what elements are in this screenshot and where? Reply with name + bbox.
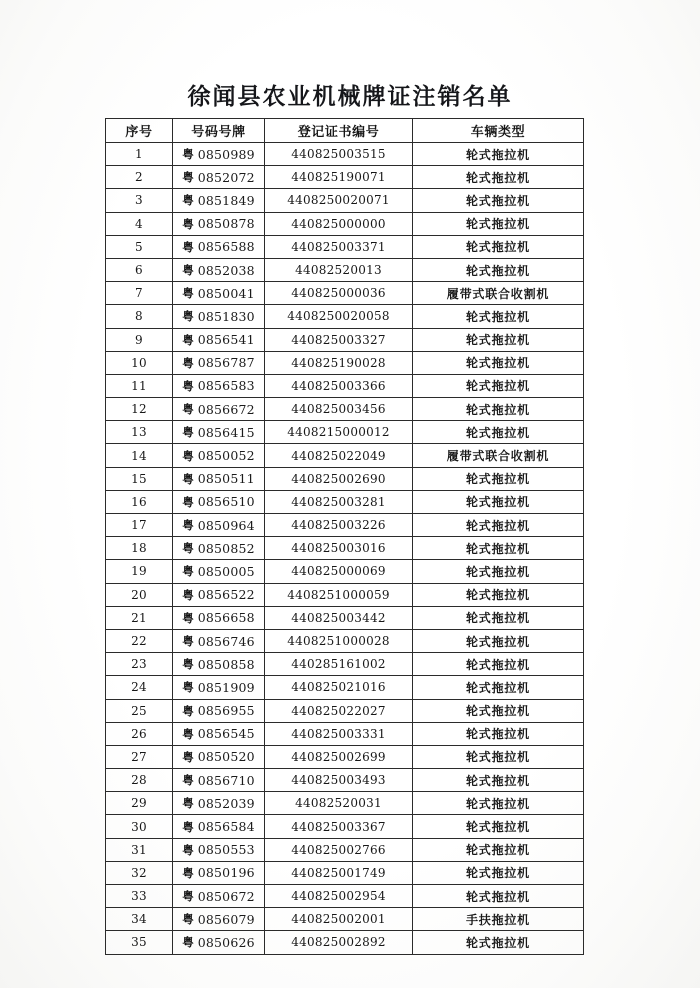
plate-number: 0856787 — [197, 355, 255, 371]
cell-index: 21 — [106, 606, 173, 629]
cell-plate — [173, 792, 265, 815]
cell-vehicle-type: 轮式拖拉机 — [413, 305, 584, 328]
cell-plate — [173, 606, 265, 629]
cell-plate — [173, 653, 265, 676]
plate-content — [173, 885, 264, 907]
cell-vehicle-type: 轮式拖拉机 — [413, 792, 584, 815]
table-header — [106, 119, 584, 143]
plate-province-prefix: 粤 — [182, 773, 194, 788]
plate-content — [173, 700, 264, 722]
cell-plate — [173, 490, 265, 513]
cell-vehicle-type: 轮式拖拉机 — [413, 328, 584, 351]
cell-certificate: 440825003442 — [265, 606, 413, 629]
plate-content — [173, 421, 264, 443]
cell-vehicle-type: 轮式拖拉机 — [413, 560, 584, 583]
cell-index: 13 — [106, 421, 173, 444]
plate-number: 0856583 — [197, 378, 255, 394]
table-row — [106, 653, 584, 676]
table-row — [106, 235, 584, 258]
cell-certificate: 440825002699 — [265, 745, 413, 768]
table-row — [106, 398, 584, 421]
plate-content — [173, 676, 264, 698]
plate-province-prefix: 粤 — [182, 448, 194, 463]
plate-number: 0856672 — [197, 401, 255, 417]
cell-certificate: 440825003493 — [265, 769, 413, 792]
plate-province-prefix: 粤 — [182, 749, 194, 764]
cell-certificate: 44082520031 — [265, 792, 413, 815]
cell-certificate: 440825003331 — [265, 722, 413, 745]
cell-plate — [173, 305, 265, 328]
cell-vehicle-type: 轮式拖拉机 — [413, 653, 584, 676]
plate-province-prefix: 粤 — [182, 216, 194, 231]
cell-plate — [173, 398, 265, 421]
cell-index: 7 — [106, 282, 173, 305]
cell-plate — [173, 699, 265, 722]
cell-certificate: 44082520013 — [265, 258, 413, 281]
cancellation-list-table-wrap — [105, 118, 583, 955]
cell-index: 10 — [106, 351, 173, 374]
cell-plate — [173, 351, 265, 374]
table-row — [106, 699, 584, 722]
plate-number: 0856510 — [197, 494, 255, 510]
plate-content — [173, 560, 264, 582]
table-row — [106, 537, 584, 560]
cell-plate — [173, 374, 265, 397]
cell-certificate: 440825190028 — [265, 351, 413, 374]
plate-number: 0851830 — [197, 308, 255, 324]
cell-plate — [173, 235, 265, 258]
cell-index: 29 — [106, 792, 173, 815]
cell-certificate: 440825000036 — [265, 282, 413, 305]
plate-number: 0850989 — [197, 146, 255, 162]
cell-certificate: 440825021016 — [265, 676, 413, 699]
cell-plate — [173, 212, 265, 235]
plate-province-prefix: 粤 — [182, 239, 194, 254]
plate-province-prefix: 粤 — [182, 263, 194, 278]
plate-number: 0852039 — [197, 795, 255, 811]
table-row — [106, 792, 584, 815]
table-row — [106, 815, 584, 838]
cell-vehicle-type: 轮式拖拉机 — [413, 537, 584, 560]
table-row — [106, 467, 584, 490]
cell-index: 23 — [106, 653, 173, 676]
plate-province-prefix: 粤 — [182, 355, 194, 370]
plate-province-prefix: 粤 — [182, 865, 194, 880]
table-row — [106, 444, 584, 467]
cell-plate — [173, 745, 265, 768]
table-row — [106, 769, 584, 792]
cell-vehicle-type: 轮式拖拉机 — [413, 583, 584, 606]
plate-province-prefix: 粤 — [182, 425, 194, 440]
plate-content — [173, 398, 264, 420]
cell-certificate: 4408251000059 — [265, 583, 413, 606]
cell-index: 27 — [106, 745, 173, 768]
cell-vehicle-type: 轮式拖拉机 — [413, 189, 584, 212]
plate-content — [173, 723, 264, 745]
plate-content — [173, 305, 264, 327]
plate-province-prefix: 粤 — [182, 309, 194, 324]
cell-certificate: 440825002892 — [265, 931, 413, 954]
cell-plate — [173, 258, 265, 281]
cell-certificate: 440825003366 — [265, 374, 413, 397]
cell-certificate: 440825022027 — [265, 699, 413, 722]
plate-province-prefix: 粤 — [182, 147, 194, 162]
table-row — [106, 490, 584, 513]
cell-certificate: 440825003327 — [265, 328, 413, 351]
cell-certificate: 440825003371 — [265, 235, 413, 258]
cell-plate — [173, 861, 265, 884]
cell-index: 14 — [106, 444, 173, 467]
cell-plate — [173, 769, 265, 792]
cell-index: 30 — [106, 815, 173, 838]
plate-number: 0850005 — [197, 563, 255, 579]
cell-vehicle-type: 轮式拖拉机 — [413, 885, 584, 908]
plate-province-prefix: 粤 — [182, 494, 194, 509]
cell-vehicle-type: 轮式拖拉机 — [413, 374, 584, 397]
cell-index: 2 — [106, 166, 173, 189]
cell-index: 8 — [106, 305, 173, 328]
cell-index: 31 — [106, 838, 173, 861]
cell-index: 24 — [106, 676, 173, 699]
cell-certificate: 4408215000012 — [265, 421, 413, 444]
cell-certificate: 440825001749 — [265, 861, 413, 884]
plate-province-prefix: 粤 — [182, 402, 194, 417]
plate-content — [173, 282, 264, 304]
plate-province-prefix: 粤 — [182, 541, 194, 556]
cancellation-list-table — [105, 118, 584, 955]
cell-certificate: 440825003016 — [265, 537, 413, 560]
plate-content — [173, 375, 264, 397]
column-header-vehicle-type: 车辆类型 — [413, 119, 584, 143]
cell-vehicle-type: 轮式拖拉机 — [413, 166, 584, 189]
plate-number: 0856746 — [197, 633, 255, 649]
cell-certificate: 4408250020071 — [265, 189, 413, 212]
cell-vehicle-type: 轮式拖拉机 — [413, 699, 584, 722]
cell-index: 34 — [106, 908, 173, 931]
plate-number: 0852038 — [197, 262, 255, 278]
cell-plate — [173, 467, 265, 490]
plate-content — [173, 815, 264, 837]
plate-province-prefix: 粤 — [182, 680, 194, 695]
plate-content — [173, 908, 264, 930]
plate-number: 0856079 — [197, 911, 255, 927]
cell-plate — [173, 560, 265, 583]
cell-index: 25 — [106, 699, 173, 722]
cell-certificate: 440825190071 — [265, 166, 413, 189]
cell-vehicle-type: 轮式拖拉机 — [413, 629, 584, 652]
cell-index: 12 — [106, 398, 173, 421]
plate-content — [173, 491, 264, 513]
plate-province-prefix: 粤 — [182, 634, 194, 649]
plate-number: 0850041 — [197, 285, 255, 301]
cell-index: 9 — [106, 328, 173, 351]
plate-number: 0850672 — [197, 888, 255, 904]
cell-certificate: 4408251000028 — [265, 629, 413, 652]
column-header-plate: 号码号牌 — [173, 119, 265, 143]
cell-certificate: 440825002766 — [265, 838, 413, 861]
cell-certificate: 440825003281 — [265, 490, 413, 513]
plate-number: 0851849 — [197, 192, 255, 208]
cell-index: 5 — [106, 235, 173, 258]
plate-content — [173, 931, 264, 953]
plate-province-prefix: 粤 — [182, 935, 194, 950]
cell-vehicle-type: 轮式拖拉机 — [413, 676, 584, 699]
table-body — [106, 143, 584, 955]
cell-vehicle-type: 轮式拖拉机 — [413, 745, 584, 768]
cell-index: 35 — [106, 931, 173, 954]
plate-number: 0856522 — [197, 587, 255, 603]
table-row — [106, 676, 584, 699]
plate-number: 0856710 — [197, 772, 255, 788]
cell-plate — [173, 722, 265, 745]
table-row — [106, 745, 584, 768]
plate-number: 0850520 — [197, 749, 255, 765]
table-row — [106, 629, 584, 652]
cell-vehicle-type: 轮式拖拉机 — [413, 861, 584, 884]
plate-number: 0856541 — [197, 332, 255, 348]
cell-certificate: 440825022049 — [265, 444, 413, 467]
table-row — [106, 328, 584, 351]
plate-content — [173, 514, 264, 536]
plate-content — [173, 862, 264, 884]
cell-vehicle-type: 轮式拖拉机 — [413, 212, 584, 235]
cell-vehicle-type: 轮式拖拉机 — [413, 143, 584, 166]
cell-certificate: 440285161002 — [265, 653, 413, 676]
table-row — [106, 189, 584, 212]
plate-number: 0850052 — [197, 448, 255, 464]
cell-vehicle-type: 轮式拖拉机 — [413, 351, 584, 374]
cell-plate — [173, 537, 265, 560]
cell-index: 16 — [106, 490, 173, 513]
table-row — [106, 583, 584, 606]
table-row — [106, 351, 584, 374]
cell-vehicle-type: 履带式联合收割机 — [413, 444, 584, 467]
cell-vehicle-type: 轮式拖拉机 — [413, 769, 584, 792]
plate-province-prefix: 粤 — [182, 796, 194, 811]
cell-index: 18 — [106, 537, 173, 560]
table-row — [106, 908, 584, 931]
cell-index: 33 — [106, 885, 173, 908]
table-row — [106, 374, 584, 397]
cell-certificate: 440825003226 — [265, 514, 413, 537]
plate-province-prefix: 粤 — [182, 170, 194, 185]
cell-vehicle-type: 轮式拖拉机 — [413, 838, 584, 861]
cell-certificate: 440825002954 — [265, 885, 413, 908]
table-row — [106, 722, 584, 745]
cell-certificate: 4408250020058 — [265, 305, 413, 328]
cell-index: 11 — [106, 374, 173, 397]
page-title: 徐闻县农业机械牌证注销名单 — [187, 83, 513, 110]
cell-index: 19 — [106, 560, 173, 583]
cell-certificate: 440825003367 — [265, 815, 413, 838]
table-row — [106, 885, 584, 908]
cell-vehicle-type: 轮式拖拉机 — [413, 421, 584, 444]
plate-content — [173, 792, 264, 814]
plate-number: 0852072 — [197, 169, 255, 185]
cell-index: 22 — [106, 629, 173, 652]
cell-index: 15 — [106, 467, 173, 490]
plate-content — [173, 352, 264, 374]
cell-index: 17 — [106, 514, 173, 537]
plate-content — [173, 468, 264, 490]
table-row — [106, 305, 584, 328]
cell-certificate: 440825002690 — [265, 467, 413, 490]
table-row — [106, 282, 584, 305]
plate-content — [173, 213, 264, 235]
plate-number: 0856588 — [197, 239, 255, 255]
cell-plate — [173, 421, 265, 444]
cell-plate — [173, 908, 265, 931]
table-header-row — [106, 119, 584, 143]
table-row — [106, 143, 584, 166]
plate-number: 0856415 — [197, 424, 255, 440]
cell-vehicle-type: 手扶拖拉机 — [413, 908, 584, 931]
cell-vehicle-type: 履带式联合收割机 — [413, 282, 584, 305]
cell-certificate: 440825000000 — [265, 212, 413, 235]
cell-plate — [173, 189, 265, 212]
plate-number: 0851909 — [197, 679, 255, 695]
plate-content — [173, 630, 264, 652]
plate-number: 0850196 — [197, 865, 255, 881]
plate-province-prefix: 粤 — [182, 193, 194, 208]
plate-content — [173, 746, 264, 768]
cell-plate — [173, 444, 265, 467]
cell-plate — [173, 676, 265, 699]
plate-province-prefix: 粤 — [182, 518, 194, 533]
plate-number: 0850852 — [197, 540, 255, 556]
plate-province-prefix: 粤 — [182, 587, 194, 602]
plate-content — [173, 584, 264, 606]
table-row — [106, 838, 584, 861]
cell-plate — [173, 282, 265, 305]
plate-province-prefix: 粤 — [182, 912, 194, 927]
plate-number: 0850511 — [197, 471, 255, 487]
cell-vehicle-type: 轮式拖拉机 — [413, 235, 584, 258]
plate-province-prefix: 粤 — [182, 842, 194, 857]
plate-content — [173, 769, 264, 791]
plate-province-prefix: 粤 — [182, 610, 194, 625]
cell-vehicle-type: 轮式拖拉机 — [413, 931, 584, 954]
plate-content — [173, 143, 264, 165]
cell-plate — [173, 583, 265, 606]
cell-plate — [173, 143, 265, 166]
plate-content — [173, 653, 264, 675]
plate-number: 0856658 — [197, 610, 255, 626]
plate-content — [173, 444, 264, 466]
table-row — [106, 606, 584, 629]
plate-content — [173, 607, 264, 629]
table-row — [106, 421, 584, 444]
plate-content — [173, 189, 264, 211]
plate-number: 0856955 — [197, 703, 255, 719]
plate-content — [173, 537, 264, 559]
cell-plate — [173, 629, 265, 652]
cell-index: 1 — [106, 143, 173, 166]
plate-province-prefix: 粤 — [182, 819, 194, 834]
plate-content — [173, 329, 264, 351]
table-row — [106, 212, 584, 235]
plate-province-prefix: 粤 — [182, 564, 194, 579]
plate-number: 0850626 — [197, 934, 255, 950]
cell-vehicle-type: 轮式拖拉机 — [413, 258, 584, 281]
plate-province-prefix: 粤 — [182, 471, 194, 486]
cell-plate — [173, 931, 265, 954]
cell-plate — [173, 838, 265, 861]
cell-certificate: 440825000069 — [265, 560, 413, 583]
cell-vehicle-type: 轮式拖拉机 — [413, 722, 584, 745]
cell-index: 32 — [106, 861, 173, 884]
plate-province-prefix: 粤 — [182, 889, 194, 904]
cell-index: 20 — [106, 583, 173, 606]
cell-plate — [173, 815, 265, 838]
plate-province-prefix: 粤 — [182, 703, 194, 718]
plate-number: 0856584 — [197, 819, 255, 835]
plate-content — [173, 236, 264, 258]
plate-province-prefix: 粤 — [182, 726, 194, 741]
cell-index: 28 — [106, 769, 173, 792]
table-row — [106, 514, 584, 537]
table-row — [106, 560, 584, 583]
table-row — [106, 166, 584, 189]
table-row — [106, 931, 584, 954]
cell-certificate: 440825002001 — [265, 908, 413, 931]
plate-province-prefix: 粤 — [182, 286, 194, 301]
plate-number: 0850964 — [197, 517, 255, 533]
column-header-certificate: 登记证书编号 — [265, 119, 413, 143]
cell-vehicle-type: 轮式拖拉机 — [413, 514, 584, 537]
cell-index: 4 — [106, 212, 173, 235]
table-row — [106, 861, 584, 884]
table-row — [106, 258, 584, 281]
cell-plate — [173, 166, 265, 189]
plate-number: 0850553 — [197, 842, 255, 858]
plate-number: 0856545 — [197, 726, 255, 742]
cell-vehicle-type: 轮式拖拉机 — [413, 467, 584, 490]
cell-plate — [173, 328, 265, 351]
cell-certificate: 440825003456 — [265, 398, 413, 421]
cell-plate — [173, 514, 265, 537]
plate-content — [173, 259, 264, 281]
cell-plate — [173, 885, 265, 908]
plate-province-prefix: 粤 — [182, 657, 194, 672]
column-header-index: 序号 — [106, 119, 173, 143]
cell-vehicle-type: 轮式拖拉机 — [413, 490, 584, 513]
cell-vehicle-type: 轮式拖拉机 — [413, 815, 584, 838]
cell-vehicle-type: 轮式拖拉机 — [413, 606, 584, 629]
cell-certificate: 440825003515 — [265, 143, 413, 166]
plate-content — [173, 166, 264, 188]
cell-index: 26 — [106, 722, 173, 745]
cell-index: 6 — [106, 258, 173, 281]
plate-province-prefix: 粤 — [182, 378, 194, 393]
cell-vehicle-type: 轮式拖拉机 — [413, 398, 584, 421]
plate-number: 0850858 — [197, 656, 255, 672]
cell-index: 3 — [106, 189, 173, 212]
plate-content — [173, 839, 264, 861]
plate-number: 0850878 — [197, 216, 255, 232]
plate-province-prefix: 粤 — [182, 332, 194, 347]
